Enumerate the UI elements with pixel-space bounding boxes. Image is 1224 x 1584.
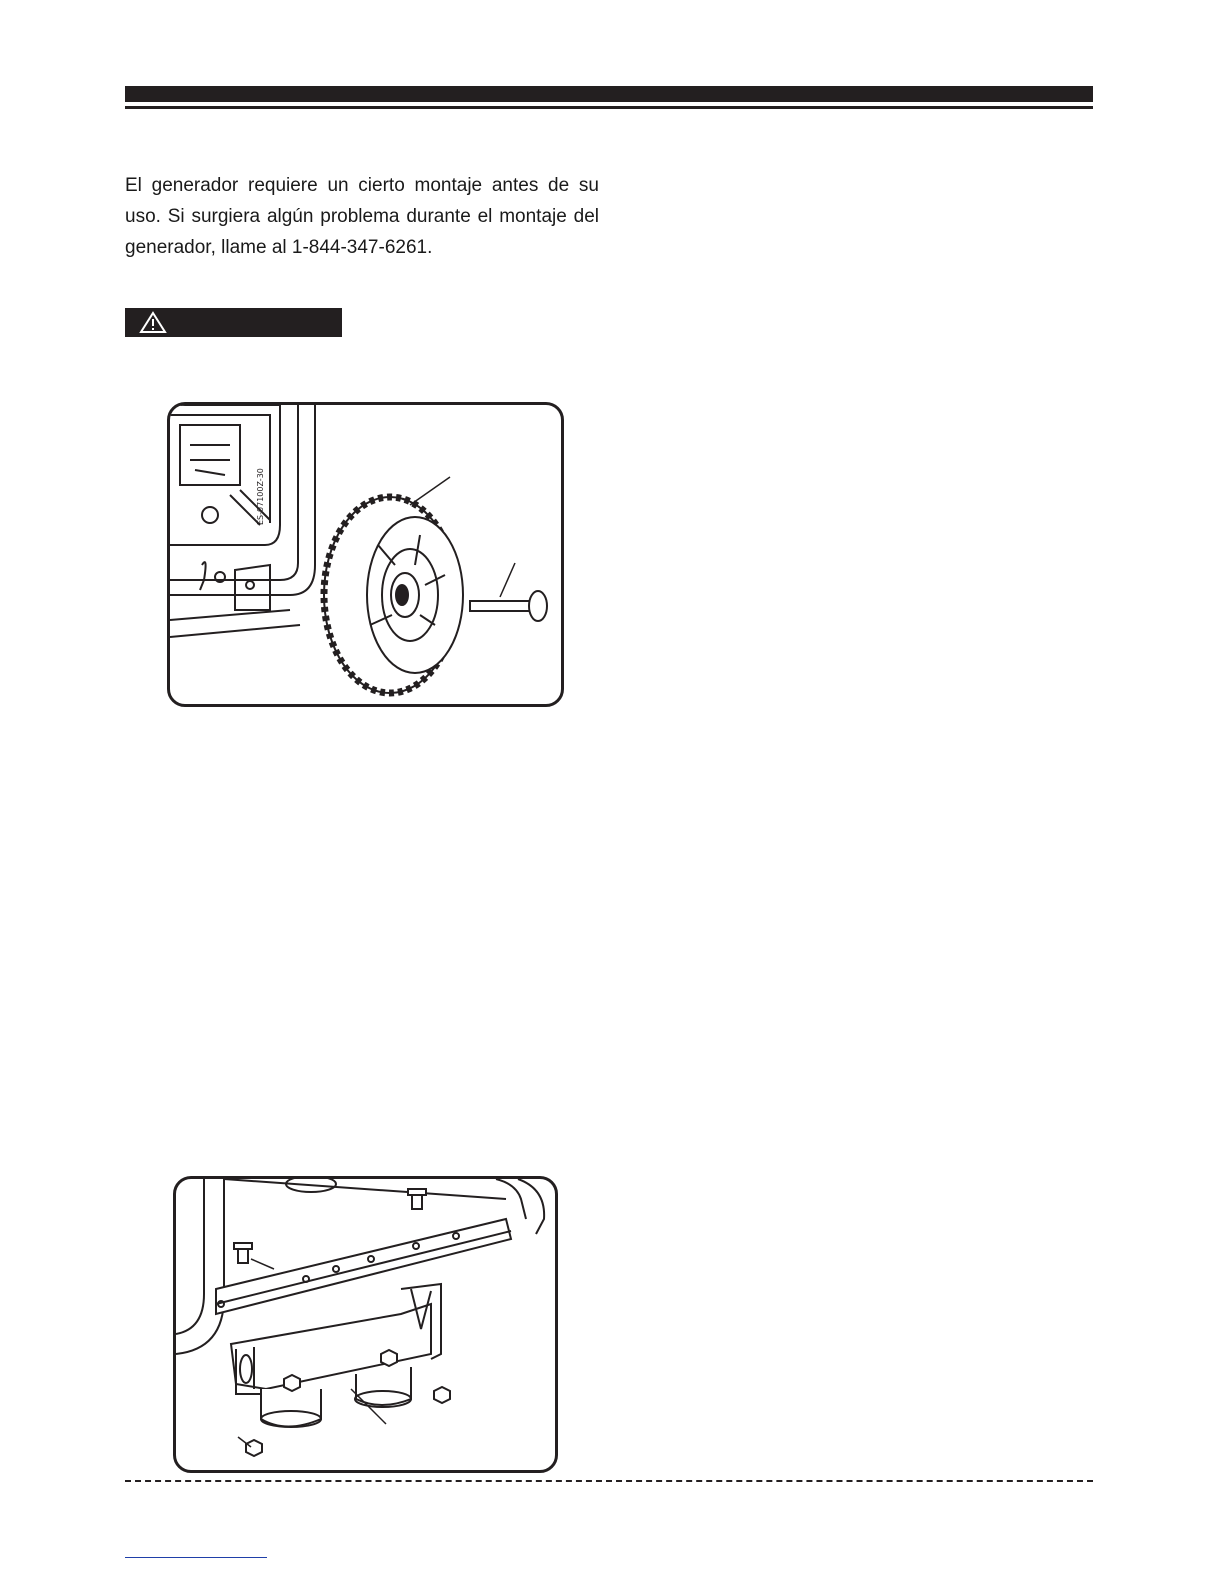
wheel-figure-label: ES-07100Z-30 [256, 468, 265, 525]
intro-paragraph: El generador requiere un cierto montaje antes de su uso. Si surgiera algún problema durante el montaje del generador, llame al 1-844-347-6261. [125, 175, 599, 258]
warning-triangle-icon [139, 311, 167, 334]
header-rule [125, 106, 1093, 109]
footer-link[interactable] [125, 1557, 267, 1558]
warning-banner [125, 308, 342, 337]
wheel-assembly-illustration [170, 405, 561, 704]
foot-assembly-figure [173, 1176, 558, 1473]
header-bar [125, 86, 1093, 102]
foot-assembly-illustration [176, 1179, 555, 1470]
section-divider [125, 1480, 1093, 1482]
wheel-assembly-figure [167, 402, 564, 707]
